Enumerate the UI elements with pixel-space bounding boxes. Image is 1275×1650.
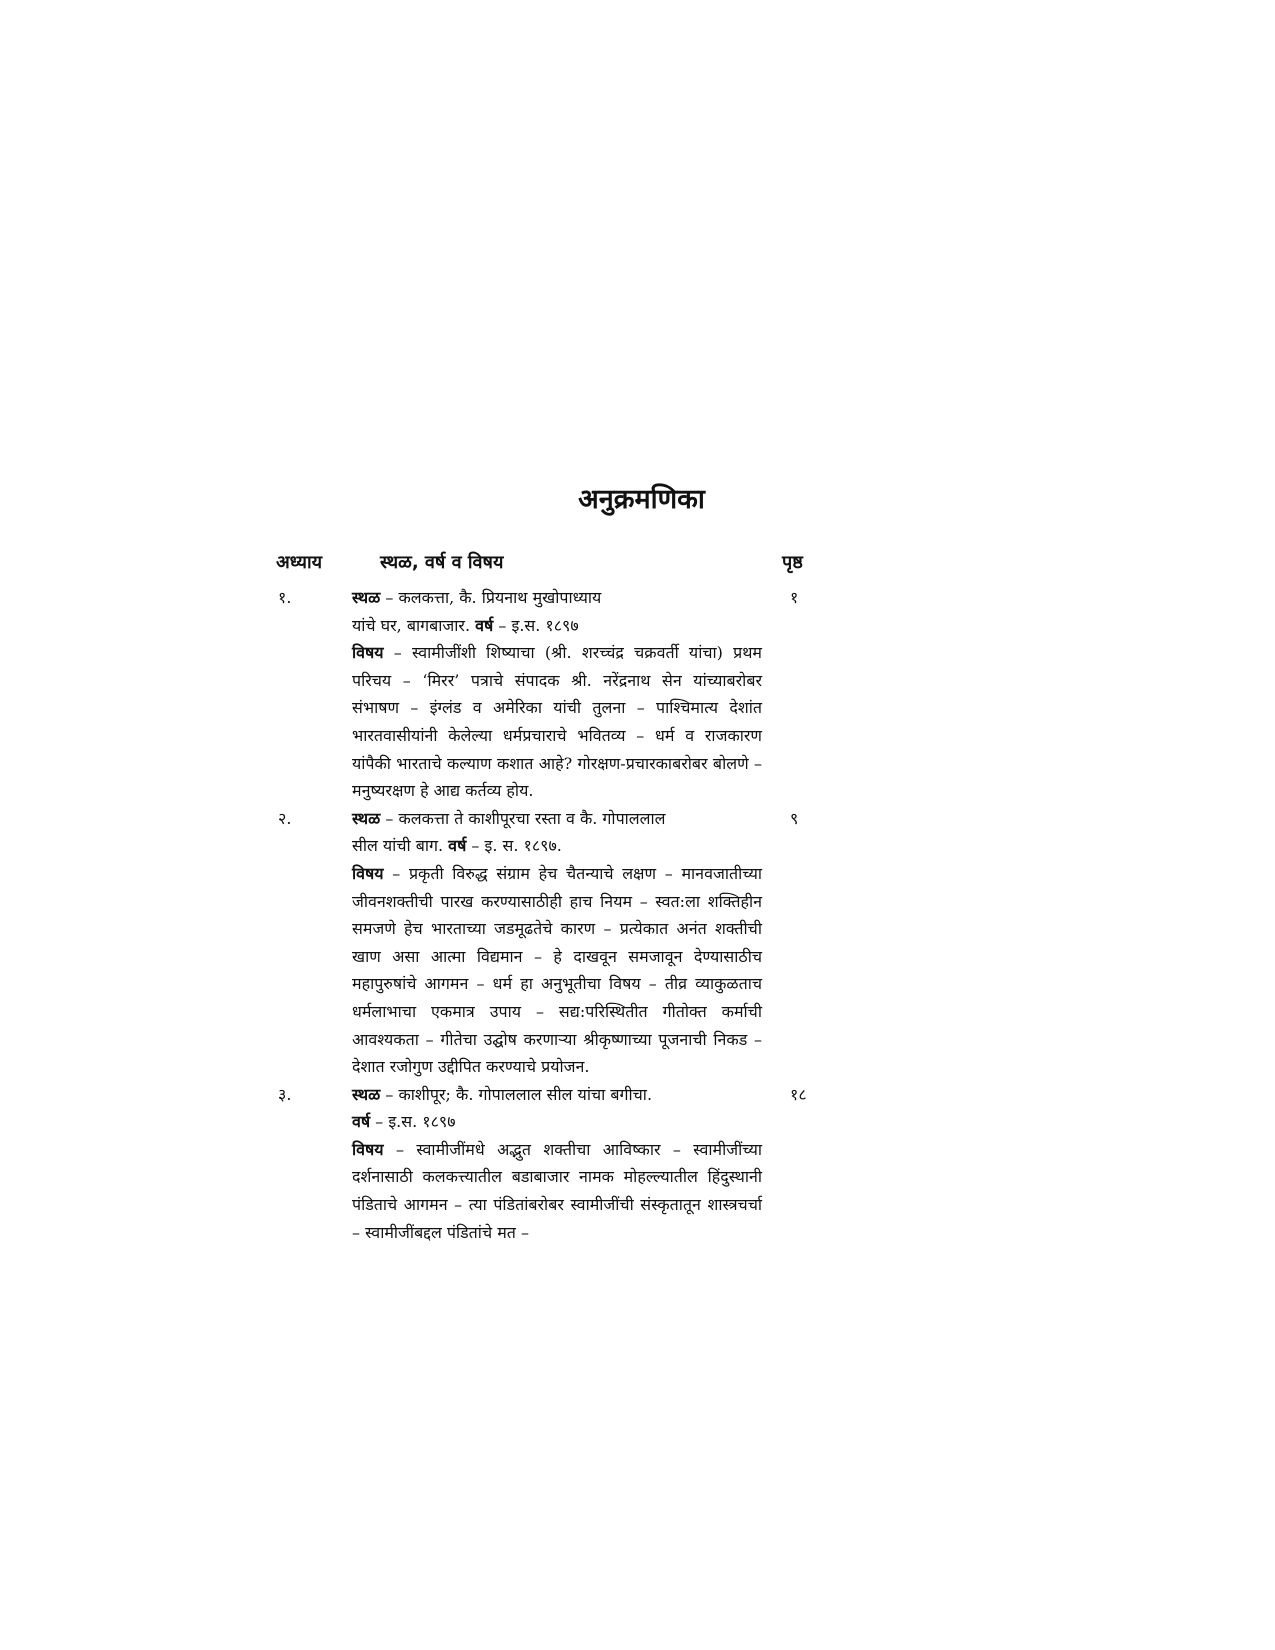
table-of-contents: [0, 584, 1275, 1246]
year-label: वर्ष: [352, 1112, 371, 1132]
page-number: १८: [790, 1084, 807, 1104]
year-label: वर्ष: [448, 836, 467, 856]
place-line: [352, 805, 762, 833]
toc-entry-3: [0, 1081, 1275, 1247]
subject-block: [352, 860, 762, 1081]
subject-label: विषय: [352, 863, 384, 883]
chapter-number: ३.: [278, 1084, 292, 1104]
subject-label: विषय: [352, 1139, 384, 1159]
subject-text: – स्वामीजींमधे अद्भुत शक्तीचा आविष्कार – स्वामीजींच्या दर्शनासाठी कलकत्त्यातील बडाबाजार नामक मोहल्ल्यातील हिंदुस्थानी पंडिताचे आगमन – त्या पंडितांबरोबर स्वामीजींची संस्कृतातून शास्त्रचर्चा – स्वामीजींबद्दल पंडितांचे मत –: [352, 1139, 762, 1242]
subject-text: – प्रकृती विरुद्ध संग्राम हेच चैतन्याचे लक्षण – मानवजातीच्या जीवनशक्तीची पारख करण्यासाठीही हाच नियम – स्वत:ला शक्तिहीन समजणे हेच भारताच्या जडमूढतेचे कारण – प्रत्येकात अनंत शक्तीची खाण असा आत्मा विद्यमान – हे दाखवून समजावून देण्यासाठीच महापुरुषांचे आगमन – धर्म हा अनुभूतीचा विषय – तीव्र व्याकुळताच धर्मलाभाचा एकमात्र उपाय – सद्य:परिस्थितीत गीतोक्त कर्माची आवश्यकता – गीतेचा उद्घोष करणाऱ्या श्रीकृष्णाच्या पूजनाची निकड – देशात रजोगुण उद्दीपित करण्याचे प्रयोजन.: [352, 863, 762, 1077]
page-number: १: [790, 588, 799, 607]
place-text: – कलकत्ता ते काशीपूरचा रस्ता व कै. गोपाललाल: [380, 808, 666, 828]
place-label: स्थळ: [352, 808, 381, 828]
table-header: [0, 548, 1275, 578]
year-line: [352, 1108, 762, 1136]
place-text-continued: यांचे घर, बागबाजार.: [352, 615, 476, 635]
page-number: ९: [790, 808, 799, 828]
place-text: – काशीपूर; कै. गोपाललाल सील यांचा बगीचा.: [380, 1084, 653, 1104]
chapter-number: १.: [278, 588, 292, 607]
year-label: वर्ष: [475, 615, 494, 635]
place-line: [352, 584, 762, 612]
place-text: – कलकत्ता, कै. प्रियनाथ मुखोपाध्याय: [380, 588, 602, 607]
subject-block: [352, 639, 762, 805]
place-label: स्थळ: [352, 1084, 381, 1104]
page-title: अनुक्रमणिका: [578, 484, 705, 515]
place-line: [352, 1081, 762, 1109]
subject-block: [352, 1136, 762, 1246]
chapter-number: २.: [278, 808, 292, 828]
subject-label: विषय: [352, 643, 384, 663]
place-label: स्थळ: [352, 588, 381, 607]
page-column-header: पृष्ठ: [782, 552, 803, 573]
year-text: – इ.स. १८९७: [370, 1112, 456, 1132]
year-text: – इ. स. १८९७.: [466, 836, 562, 856]
toc-entry-2: [0, 805, 1275, 1081]
place-text-continued: सील यांची बाग.: [352, 836, 449, 856]
place-year-line: [352, 612, 762, 640]
place-year-line: [352, 832, 762, 860]
subject-text: – स्वामीजींशी शिष्याचा (श्री. शरच्चंद्र चक्रवर्ती यांचा) प्रथम परिचय – ‘मिरर’ पत्राचे संपादक श्री. नरेंद्रनाथ सेन यांच्याबरोबर संभाषण – इंग्लंड व अमेरिका यांची तुलना – पाश्चिमात्य देशांत भारतवासीयांनी केलेल्या धर्मप्रचाराचे भवितव्य – धर्म व राजकारण यांपैकी भारताचे कल्याण कशात आहे? गोरक्षण-प्रचारकाबरोबर बोलणे – मनुष्यरक्षण हे आद्य कर्तव्य होय.: [352, 643, 762, 801]
year-text: – इ.स. १८९७: [493, 615, 579, 635]
subject-column-header: स्थळ, वर्ष व विषय: [380, 552, 504, 573]
chapter-column-header: अध्याय: [276, 552, 323, 573]
toc-entry-1: [0, 584, 1275, 805]
